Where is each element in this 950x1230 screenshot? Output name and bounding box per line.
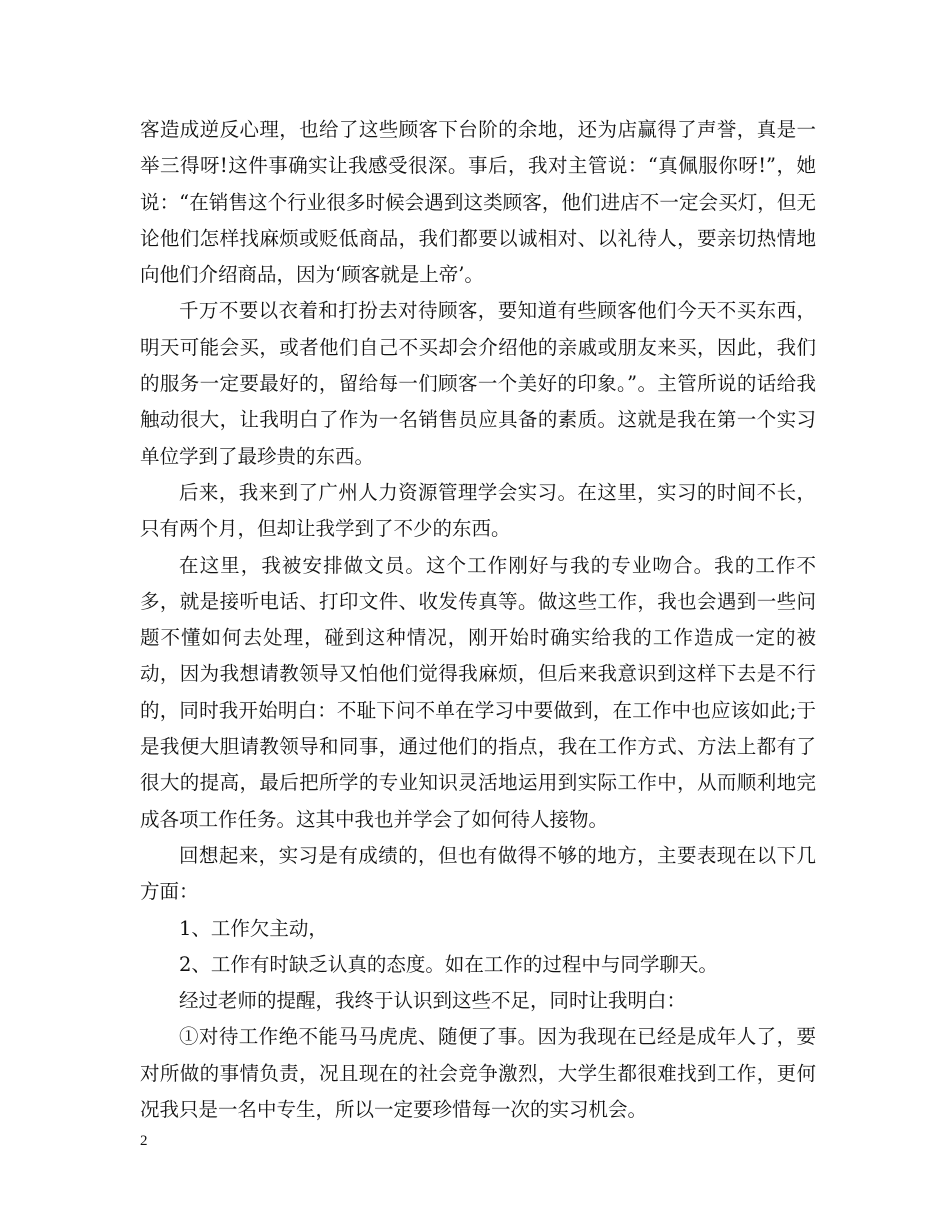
page-number: 2 — [140, 1133, 148, 1149]
paragraph-3: 后来，我来到了广州人力资源管理学会实习。在这里，实习的时间不长，只有两个月，但却让我学到了不少的东西。 — [140, 480, 816, 541]
paragraph-2: 千万不要以衣着和打扮去对待顾客，要知道有些顾客他们今天不买东西，明天可能会买，或者他们自己不买却会介绍他的亲戚或朋友来买，因此，我们的服务一定要最好的，留给每一们顾客一个美好的印象。”。主管所说的话给我触动很大，让我明白了作为一名销售员应具备的素质。这就是我在第一个实习单位学到了最珍贵的东西。 — [140, 299, 816, 468]
paragraph-5: 回想起来，实习是有成绩的，但也有做得不够的地方，主要表现在以下几方面： — [140, 843, 816, 904]
paragraph-6: 经过老师的提醒，我终于认识到这些不足，同时让我明白： — [179, 989, 687, 1013]
list-item-2: 2、工作有时缺乏认真的态度。如在工作的过程中与同学聊天。 — [179, 952, 718, 976]
paragraph-7: ①对待工作绝不能马马虎虎、随便了事。因为我现在已经是成年人了，要对所做的事情负责，况且现在的社会竞争激烈，大学生都很难找到工作，更何况我只是一名中专生，所以一定要珍惜每一次的实习机会。 — [140, 1025, 816, 1122]
paragraph-1: 客造成逆反心理，也给了这些顾客下台阶的余地，还为店赢得了声誉，真是一举三得呀!这件事确实让我感受很深。事后，我对主管说：“真佩服你呀!”，她说：“在销售这个行业很多时候会遇到这类顾客，他们进店不一定会买灯，但无论他们怎样找麻烦或贬低商品，我们都要以诚相对、以礼待人，要亲切热情地向他们介绍商品，因为‘顾客就是上帝’。 — [140, 118, 816, 287]
paragraph-4: 在这里，我被安排做文员。这个工作刚好与我的专业吻合。我的工作不多，就是接听电话、打印文件、收发传真等。做这些工作，我也会遇到一些问题不懂如何去处理，碰到这种情况，刚开始时确实给我的工作造成一定的被动，因为我想请教领导又怕他们觉得我麻烦，但后来我意识到这样下去是不行的，同时我开始明白：不耻下问不单在学习中要做到，在工作中也应该如此;于是我便大胆请教领导和同事，通过他们的指点，我在工作方式、方法上都有了很大的提高，最后把所学的专业知识灵活地运用到实际工作中，从而顺利地完成各项工作任务。这其中我也并学会了如何待人接物。 — [140, 553, 816, 831]
list-item-1: 1、工作欠主动， — [179, 916, 328, 940]
document-body — [140, 112, 816, 1128]
